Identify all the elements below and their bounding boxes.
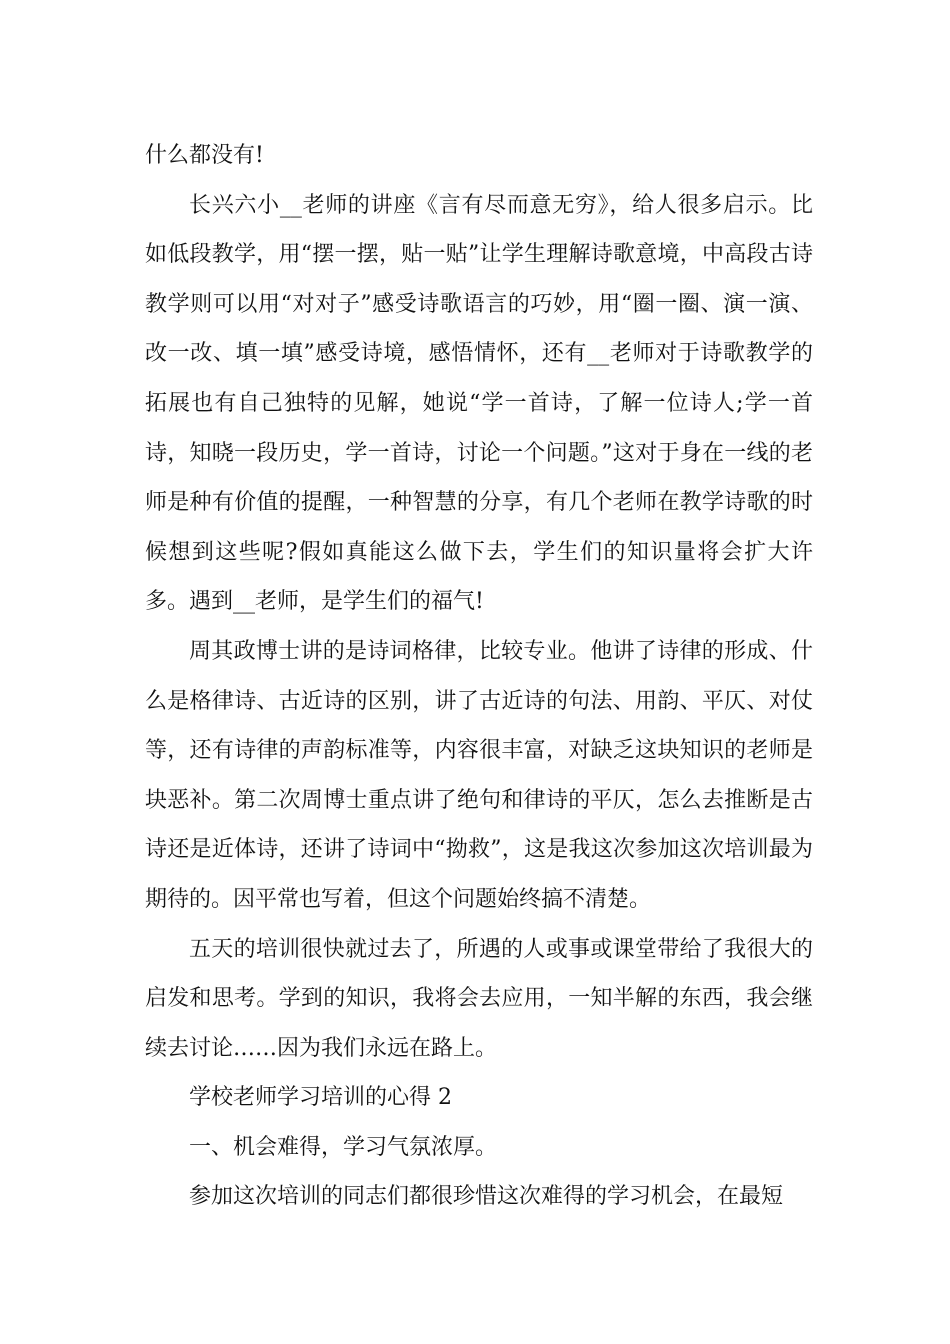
paragraph-lecture-zhou: 周其政博士讲的是诗词格律，比较专业。他讲了诗律的形成、什么是格律诗、古近诗的区别，讲了古近诗的句法、用韵、平仄、对仗等，还有诗律的声韵标准等，内容很丰富，对缺乏这块知识的老师是块恶补。第二次周博士重点讲了绝句和律诗的平仄，怎么去推断是古诗还是近体诗，还讲了诗词中“拗救”，这是我这次参加这次培训最为期待的。因平常也写着，但这个问题始终搞不清楚。 [145, 638, 813, 912]
paragraph-opening: 参加这次培训的同志们都很珍惜这次难得的学习机会，在最短 [189, 1184, 784, 1210]
section-title: 学校老师学习培训的心得 2 [189, 1085, 452, 1111]
document-body [145, 131, 813, 1222]
paragraph-continuation: 什么都没有! [145, 143, 264, 168]
paragraph-summary: 五天的培训很快就过去了，所遇的人或事或课堂带给了我很大的启发和思考。学到的知识，我将会去应用，一知半解的东西，我会继续去讨论……因为我们永远在路上。 [145, 936, 813, 1061]
section-subheading: 一、机会难得，学习气氛浓厚。 [189, 1134, 498, 1160]
paragraph-lecture-changxing: 长兴六小__老师的讲座《言有尽而意无穷》，给人很多启示。比如低段教学，用“摆一摆，贴一贴”让学生理解诗歌意境，中高段古诗教学则可以用“对对子”感受诗歌语言的巧妙，用“圈一圈、演一演、改一改、填一填”感受诗境，感悟情怀，还有__老师对于诗歌教学的拓展也有自己独特的见解，她说“学一首诗，了解一位诗人;学一首诗，知晓一段历史，学一首诗，讨论一个问题。”这对于身在一线的老师是种有价值的提醒，一种智慧的分享，有几个老师在教学诗歌的时候想到这些呢?假如真能这么做下去，学生们的知识量将会扩大许多。遇到__老师，是学生们的福气! [145, 192, 813, 615]
